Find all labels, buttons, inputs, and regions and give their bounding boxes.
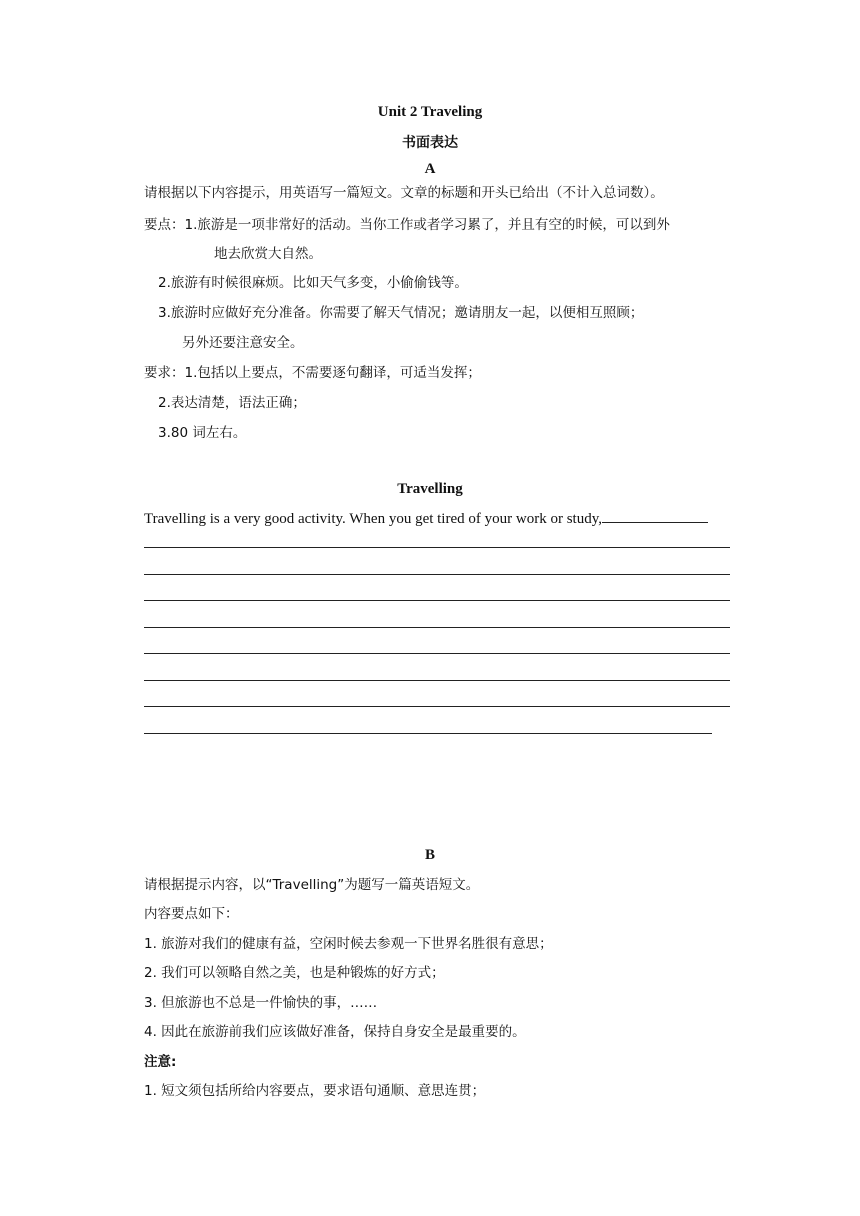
section-b-point-4: 4. 因此在旅游前我们应该做好准备，保持自身安全是最重要的。 [144,1024,526,1040]
section-a-requirement-3: 3.80 词左右。 [158,425,247,441]
writing-line[interactable] [144,680,730,681]
section-b-point-3: 3. 但旅游也不总是一件愉快的事，…… [144,995,378,1011]
writing-line[interactable] [144,733,712,734]
section-b-intro: 请根据提示内容，以“Travelling”为题写一篇英语短文。 [144,877,480,893]
section-a-requirement-1: 要求：1.包括以上要点，不需要逐句翻译，可适当发挥； [144,365,481,381]
section-a-intro: 请根据以下内容提示，用英语写一篇短文。文章的标题和开头已给出（不计入总词数）。 [144,185,664,201]
writing-line[interactable] [144,653,730,654]
section-a-point-3: 3.旅游时应做好充分准备。你需要了解天气情况；邀请朋友一起，以便相互照顾； [158,305,644,321]
document-title: Unit 2 Traveling [377,104,483,120]
section-a-point-1: 要点：1.旅游是一项非常好的活动。当你工作或者学习累了，并且有空的时候，可以到外 [144,217,670,233]
section-b-note-header: 注意: [144,1054,177,1070]
section-a-point-2: 2.旅游有时候很麻烦。比如天气多变，小偷偷钱等。 [158,275,468,291]
section-b-note-1: 1. 短文须包括所给内容要点，要求语句通顺、意思连贯； [144,1083,486,1099]
section-a-requirement-2: 2.表达清楚，语法正确； [158,395,306,411]
section-a-point-1-cont: 地去欣赏大自然。 [214,246,322,262]
section-b-label: B [424,847,435,863]
writing-line[interactable] [144,627,730,628]
section-a-label: A [424,161,436,177]
writing-line[interactable] [144,574,730,575]
section-b-points-header: 内容要点如下： [144,906,239,922]
writing-line[interactable] [144,600,730,601]
writing-line[interactable] [144,547,730,548]
section-b-point-2: 2. 我们可以领略自然之美，也是种锻炼的好方式； [144,965,445,981]
section-b-point-1: 1. 旅游对我们的健康有益，空闲时候去参观一下世界名胜很有意思； [144,936,553,952]
writing-line[interactable] [144,706,730,707]
essay-title: Travelling [397,481,463,497]
section-a-point-3-cont: 另外还要注意安全。 [182,335,304,351]
document-subtitle: 书面表达 [402,135,458,151]
essay-start-text: Travelling is a very good activity. When you get tired of your work or study, [144,511,602,527]
writing-blank-inline[interactable] [602,508,708,523]
essay-start-line [144,508,708,528]
